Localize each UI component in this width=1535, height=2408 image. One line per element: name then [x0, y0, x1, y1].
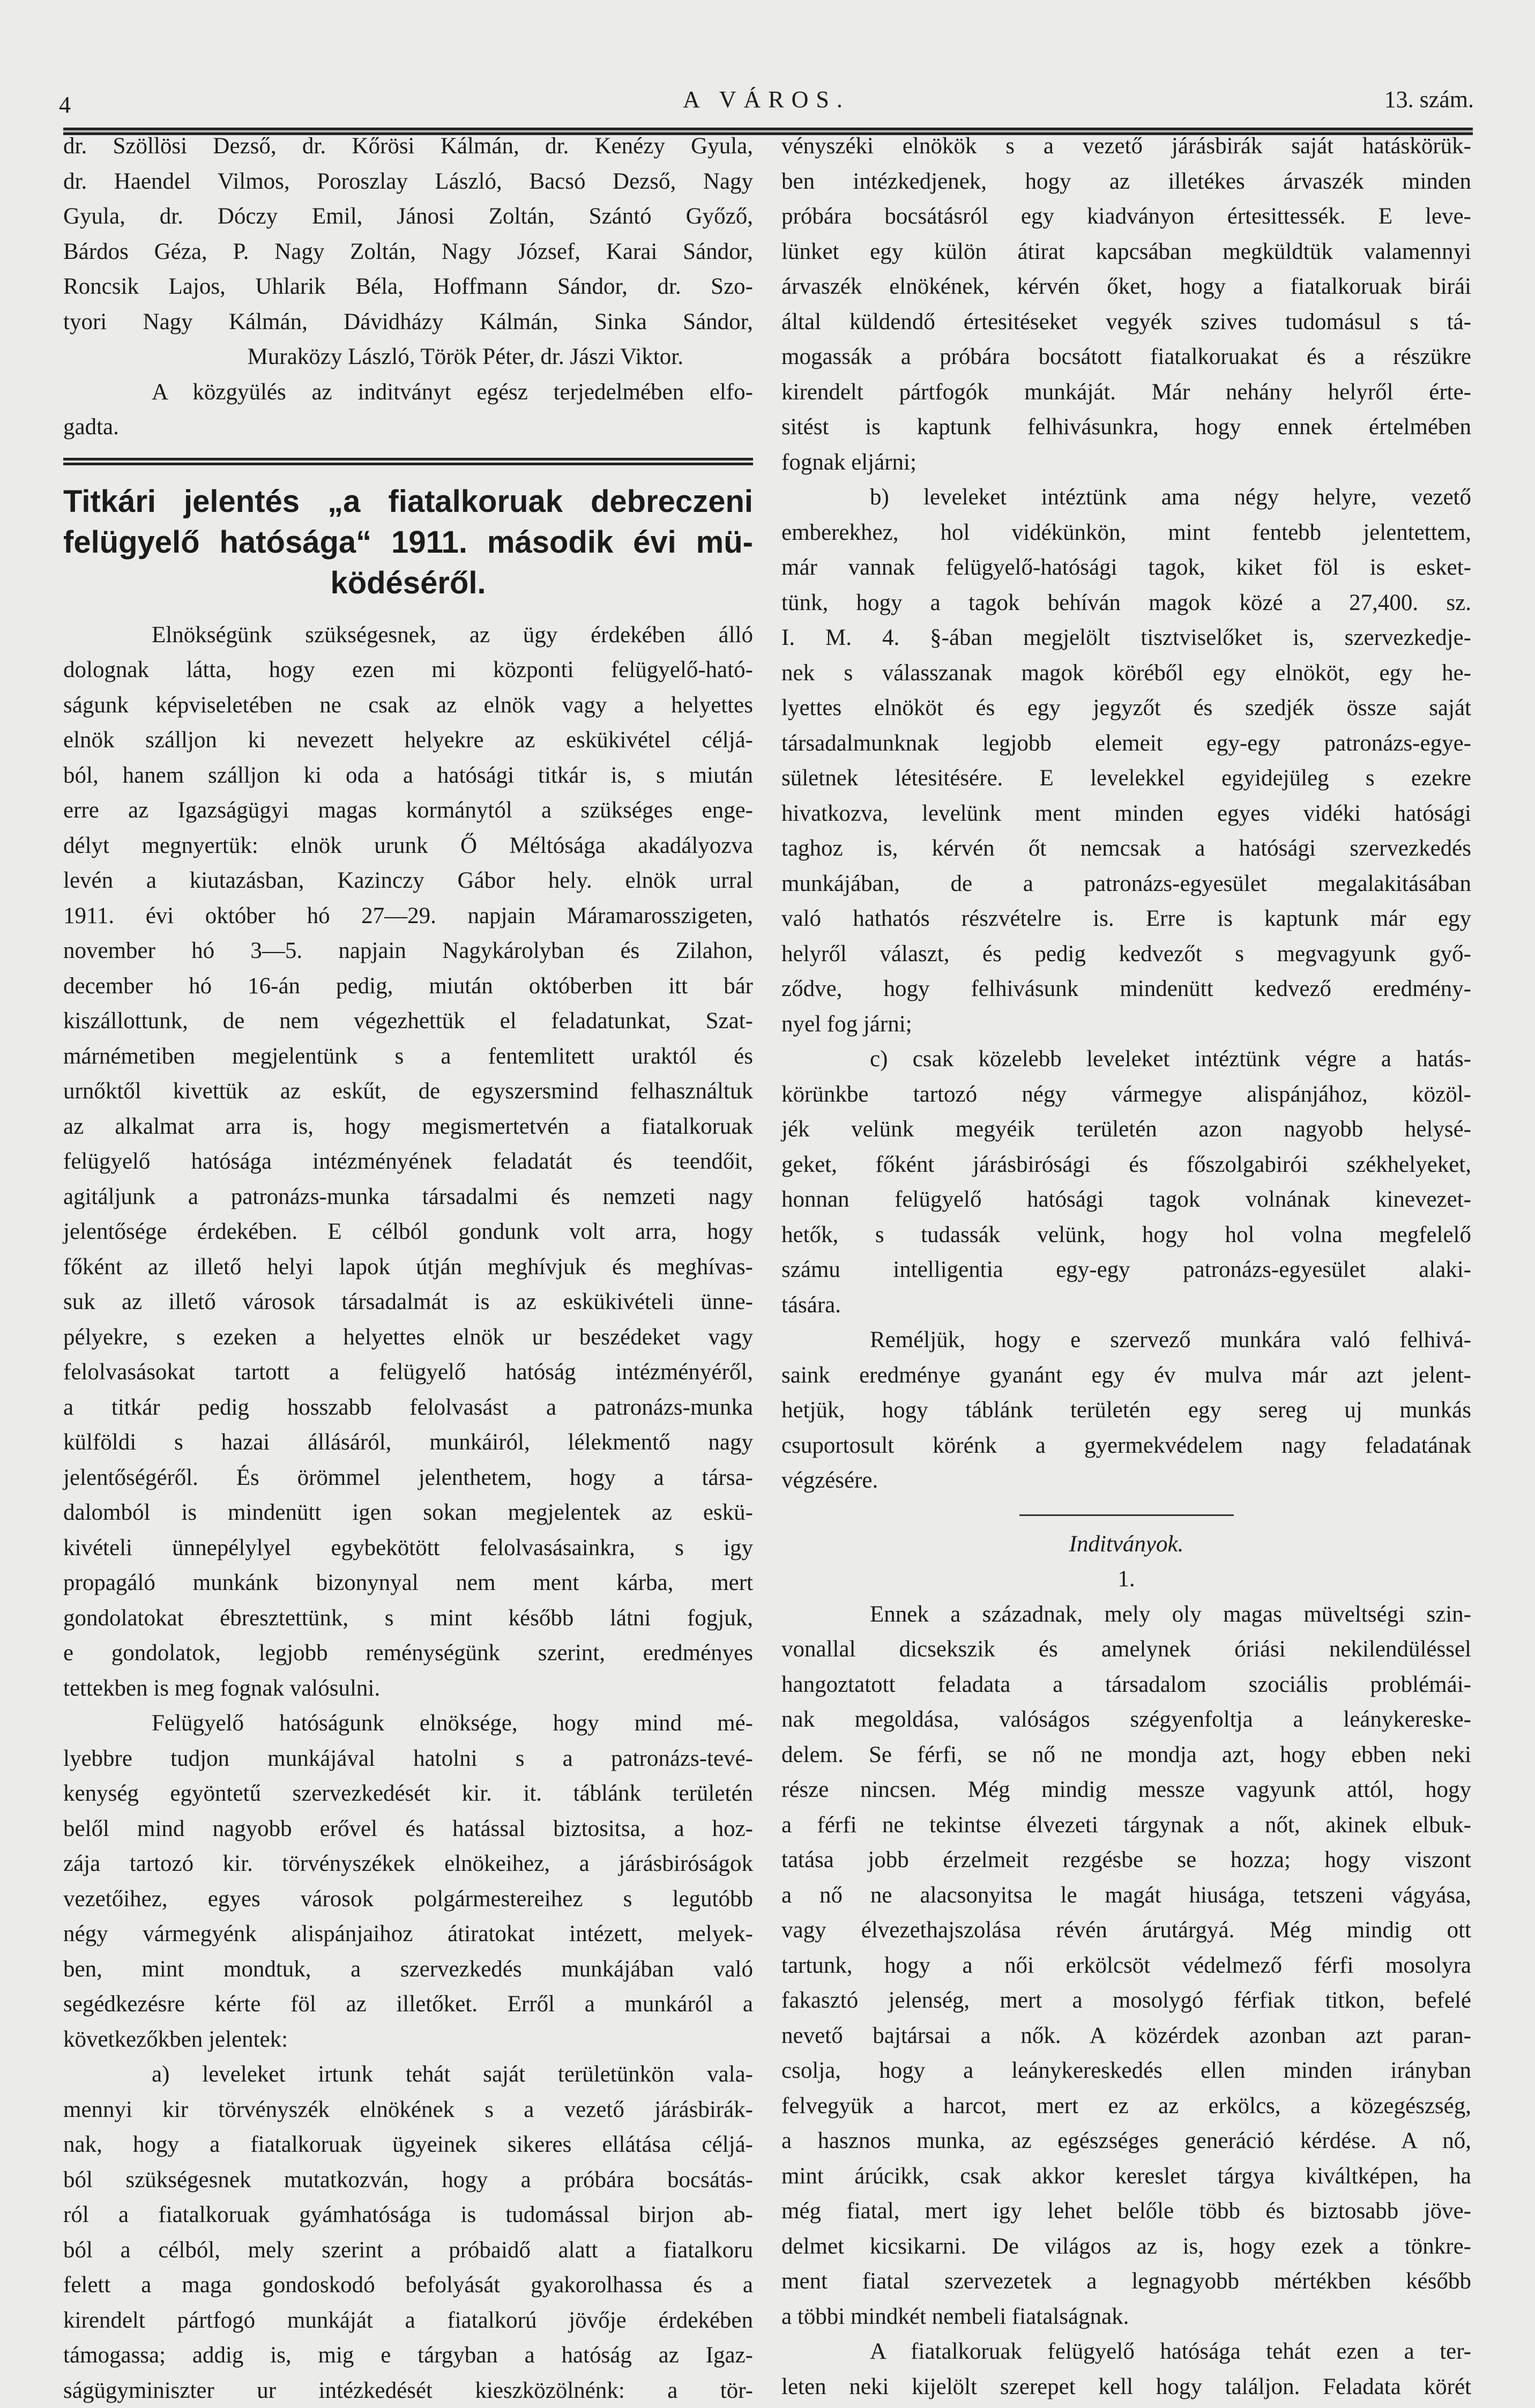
text-line: jelentősége érdekében. E célból gondunk volt arra, hogy	[63, 1214, 753, 1250]
text-line: ságügyminiszter ur intézkedését kieszközölnénk: a tör-	[63, 2373, 753, 2408]
text-line: Gyula, dr. Dóczy Emil, Jánosi Zoltán, Szántó Győző,	[63, 199, 753, 234]
text-line: Roncsik Lajos, Uhlarik Béla, Hoffmann Sándor, dr. Szo-	[63, 269, 753, 304]
paragraph	[63, 2057, 753, 2408]
text-line: vényszéki elnökök s a vezető járásbirák saját hatáskörük-	[781, 129, 1471, 164]
text-line: hetők, s tudassák velünk, hogy hol volna megfelelő	[781, 1217, 1471, 1253]
text-line: mennyi kir törvényszék elnökének s a vezető járásbirák-	[63, 2092, 753, 2128]
text-line: A fiatalkoruak felügyelő hatósága tehát ezen a ter-	[781, 2334, 1471, 2369]
text-line: lyettes elnököt és egy jegyzőt és szedjék össze saját	[781, 690, 1471, 726]
text-line: fakasztó jelenség, mert a mosolygó férfiak titkon, befelé	[781, 1983, 1471, 2018]
text-line: Felügyelő hatóságunk elnöksége, hogy mind mé-	[63, 1706, 753, 1741]
text-line: dr. Haendel Vilmos, Poroszlay László, Bacsó Dezső, Nagy	[63, 164, 753, 199]
text-line: körünkbe tartozó négy vármegye alispánjához, közöl-	[781, 1077, 1471, 1112]
text-line: ból szükségesnek mutatkozván, hogy a próbára bocsátás-	[63, 2162, 753, 2198]
text-line: jelentőségéről. És örömmel jelenthetem, hogy a társa-	[63, 1460, 753, 1496]
text-line: vonallal dicsekszik és amelynek óriási nekilendüléssel	[781, 1632, 1471, 1667]
text-line: már vannak felügyelő-hatósági tagok, kiket föl is esket-	[781, 550, 1471, 585]
text-line: lünket egy külön átirat kapcsában megküldtük valamennyi	[781, 234, 1471, 270]
text-line: helyről választ, és pedig kedvezőt s megvagyunk győ-	[781, 937, 1471, 972]
text-line: fognak eljárni;	[781, 445, 1471, 480]
text-line: Ennek a századnak, mely oly magas müveltségi szin-	[781, 1597, 1471, 1632]
text-line: ződve, hogy felhivásunk mindenütt kedvező eredmény-	[781, 971, 1471, 1007]
text-line: nak megoldása, valóságos szégyenfoltja a leánykereske-	[781, 1702, 1471, 1737]
paragraph	[781, 1597, 1471, 2335]
text-line: december hó 16-án pedig, miután októberben itt bár	[63, 969, 753, 1004]
text-line: az alkalmat arra is, hogy megismertetvén a fiatalkoruak	[63, 1109, 753, 1144]
text-line: felvegyük a harcot, mert ez az erkölcs, a közegészség,	[781, 2089, 1471, 2124]
text-line: számu intelligentia egy-egy patronázs-egyesület alaki-	[781, 1252, 1471, 1288]
text-line: 1911. évi október hó 27—29. napjain Máramarosszigeten,	[63, 898, 753, 934]
text-line: segédkezésre kérte föl az illetőket. Erről a munkáról a	[63, 1987, 753, 2022]
text-line: nek s válasszanak magok köréből egy elnököt, egy he-	[781, 656, 1471, 691]
text-line: főként az illető helyi lapok útján meghívjuk és meghívas-	[63, 1250, 753, 1285]
text-line: csolja, hogy a leánykereskedés ellen minden irányban	[781, 2053, 1471, 2089]
text-line: tyori Nagy Kálmán, Dávidházy Kálmán, Sinka Sándor,	[63, 304, 753, 340]
text-line: ból a célból, mely szerint a próbaidő alatt a fiatalkoru	[63, 2233, 753, 2268]
text-line: lyebbre tudjon munkájával hatolni s a patronázs-tevé-	[63, 1741, 753, 1777]
text-line: b) leveleket intéztünk ama négy helyre, vezető	[781, 480, 1471, 515]
text-line: emberekhez, hol vidékünkön, mint fentebb jelentettem,	[781, 515, 1471, 551]
text-line: ságunk képviseletében ne csak az elnök vagy a helyettes	[63, 688, 753, 723]
paragraph	[63, 618, 753, 1706]
text-line: nyel fog járni;	[781, 1007, 1471, 1042]
text-line: honnan felügyelő hatósági tagok volnának kinevezet-	[781, 1182, 1471, 1217]
text-line: I. M. 4. §-ában megjelölt tisztviselőket is, szervezkedje-	[781, 620, 1471, 656]
text-line: a többi mindkét nembeli fiatalságnak.	[781, 2299, 1471, 2335]
text-line: támogassa; addig is, mig e tárgyban a hatóság az Igaz-	[63, 2338, 753, 2373]
text-line: urnőktől kivettük az eskűt, de egyszersmind felhasználtuk	[63, 1074, 753, 1109]
text-line: Muraközy László, Török Péter, dr. Jászi Viktor.	[63, 339, 753, 375]
text-line: tására.	[781, 1288, 1471, 1323]
text-line: végzésére.	[781, 1463, 1471, 1498]
paragraph	[781, 129, 1471, 480]
text-line: része nincsen. Még mindig messze vagyunk attól, hogy	[781, 1772, 1471, 1808]
text-line: tettekben is meg fognak valósulni.	[63, 1671, 753, 1706]
paragraph	[781, 480, 1471, 1042]
text-line: külföldi s hazai állásáról, munkáiról, lélekmentő nagy	[63, 1425, 753, 1460]
text-line: e gondolatok, legjobb reménységünk szerint, eredményes	[63, 1636, 753, 1671]
text-line: Inditványok.	[781, 1527, 1471, 1562]
text-line: kirendelt pártfogók munkáját. Már nehány helyről érte-	[781, 375, 1471, 410]
text-line: november hó 3—5. napjain Nagykárolyban és Zilahon,	[63, 933, 753, 969]
text-line: delem. Se férfi, se nő ne mondja azt, hogy ebben neki	[781, 1737, 1471, 1773]
section-divider	[63, 458, 753, 465]
heading-line: felügyelő hatósága“ 1911. második évi mü-	[63, 522, 753, 563]
text-line: mint árúcikk, csak akkor kereslet tárgya kiváltképen, ha	[781, 2159, 1471, 2194]
text-line: márnémetiben megjelentünk s a fentemlitett uraktól és	[63, 1039, 753, 1074]
text-line: a titkár pedig hosszabb felolvasást a patronázs-munka	[63, 1390, 753, 1425]
text-line: nak, hogy a fiatalkoruak ügyeinek sikeres ellátása céljá-	[63, 2127, 753, 2162]
text-line: levén a kiutazásban, Kazinczy Gábor hely. elnök urral	[63, 863, 753, 898]
text-line: sitést is kaptunk felhivásunkra, hogy ennek értelmében	[781, 410, 1471, 445]
text-line: dolognak látta, hogy ezen mi központi felügyelő-ható-	[63, 652, 753, 688]
paragraph	[781, 2334, 1471, 2404]
text-line: hangoztatott feladata a társadalom szociális problémái-	[781, 1667, 1471, 1703]
paragraph	[63, 375, 753, 445]
short-divider	[1019, 1514, 1234, 1516]
text-line: geket, főként járásbirósági és főszolgabirói székhelyeket,	[781, 1147, 1471, 1183]
text-line: nevető bajtársai a nők. A közérdek azonban azt paran-	[781, 2018, 1471, 2054]
text-line: propagáló munkánk bizonynyal nem ment kárba, mert	[63, 1565, 753, 1601]
text-line: Bárdos Géza, P. Nagy Zoltán, Nagy József, Karai Sándor,	[63, 234, 753, 270]
text-line: agitáljunk a patronázs-munka társadalmi és nemzeti nagy	[63, 1179, 753, 1215]
text-line: taghoz is, kérvén őt nemcsak a hatósági szervezkedés	[781, 831, 1471, 866]
paragraph	[781, 1042, 1471, 1322]
text-line: dr. Szöllösi Dezső, dr. Kőrösi Kálmán, dr. Kenézy Gyula,	[63, 129, 753, 164]
text-line: ben intézkedjenek, hogy az illetékes árvaszék minden	[781, 164, 1471, 199]
paragraph	[63, 129, 753, 375]
text-line: társadalmunknak legjobb elemeit egy-egy patronázs-egye-	[781, 726, 1471, 761]
text-line: próbára bocsátásról egy kiadványon értesittessék. E leve-	[781, 199, 1471, 234]
text-line: ben, mint mondtuk, a szervezkedés munkájában való	[63, 1952, 753, 1987]
text-line: Elnökségünk szükségesnek, az ügy érdekében álló	[63, 618, 753, 653]
text-line: saink eredménye gyanánt egy év mulva már azt jelent-	[781, 1358, 1471, 1393]
text-line: felügyelő hatósága intézményének feladatát és teendőit,	[63, 1144, 753, 1179]
text-line: kivételi ünnepélylyel egybekötött felolvasásainkra, s igy	[63, 1530, 753, 1566]
text-line: elnök szálljon ki nevezett helyekre az eskükivétel céljá-	[63, 723, 753, 758]
text-line: tartunk, hogy a női erkölcsöt védelmező férfi mosolyra	[781, 1948, 1471, 1983]
text-line: kirendelt pártfogó munkáját a fiatalkorú jövője érdekében	[63, 2303, 753, 2338]
text-line: felett a maga gondoskodó befolyását gyakorolhassa és a	[63, 2268, 753, 2303]
text-line: felolvasásokat tartott a felügyelő hatóság intézményéről,	[63, 1355, 753, 1390]
text-line: a férfi ne tekintse élvezeti tárgynak a nőt, akinek elbuk-	[781, 1808, 1471, 1843]
text-line: kiszállottunk, de nem végezhettük el feladatunkat, Szat-	[63, 1004, 753, 1039]
text-line: jék velünk megyéik területén azon nagyobb helysé-	[781, 1112, 1471, 1147]
text-line: pélyekre, s ezeken a helyettes elnök ur beszédeket vagy	[63, 1320, 753, 1355]
text-line: csuportosult körénk a gyermekvédelem nagy feladatának	[781, 1428, 1471, 1463]
text-line: hetjük, hogy táblánk területén egy sereg uj munkás	[781, 1393, 1471, 1428]
right-column	[781, 129, 1471, 2404]
text-line: által küldendő értesitéseket vegyék szives tudomásul s tá-	[781, 304, 1471, 340]
text-line: következőkben jelentek:	[63, 2022, 753, 2057]
text-line: gadta.	[63, 410, 753, 445]
text-line: vezetőihez, egyes városok polgármestereihez s legutóbb	[63, 1882, 753, 1917]
text-line: mogassák a próbára bocsátott fiatalkoruakat és a részükre	[781, 339, 1471, 375]
article-heading	[63, 481, 753, 604]
text-line: hivatkozva, levelünk ment minden egyes vidéki hatósági	[781, 796, 1471, 831]
text-line: 1.	[781, 1562, 1471, 1597]
text-line: a hasznos munka, az egészséges generáció kérdése. A nő,	[781, 2123, 1471, 2159]
text-line: delmet kicsikarni. De világos az is, hogy ezek a tönkre-	[781, 2229, 1471, 2264]
item-number	[781, 1562, 1471, 1597]
publication-title: A VÁROS.	[59, 86, 1474, 113]
text-line: zája tartozó kir. törvényszékek elnökeihez, a járásbiróságok	[63, 1846, 753, 1882]
text-line: árvaszék elnökének, kérvén őket, hogy a fiatalkoruak birái	[781, 269, 1471, 304]
text-line: erre az Igazságügyi magas kormánytól a szükséges enge-	[63, 793, 753, 828]
left-column	[63, 129, 753, 2408]
text-line: gondolatokat ébresztettünk, s mint később látni fogjuk,	[63, 1601, 753, 1636]
text-line: ból, hanem szálljon ki oda a hatósági titkár is, s miután	[63, 758, 753, 793]
text-line: c) csak közelebb leveleket intéztünk végre a hatás-	[781, 1042, 1471, 1077]
text-line: suk az illető városok társadalmát is az eskükivételi ünne-	[63, 1284, 753, 1320]
text-line: sületnek létesitésére. E levelekkel egyidejüleg s ezekre	[781, 761, 1471, 796]
text-line: belől mind nagyobb erővel és hatással biztositsa, a hoz-	[63, 1811, 753, 1847]
text-line: ról a fiatalkoruak gyámhatósága is tudomással birjon ab-	[63, 2197, 753, 2233]
page-number: 4	[59, 91, 71, 118]
text-line: leten neki kijelölt szerepet kell hogy találjon. Feladata körét	[781, 2369, 1471, 2405]
text-line: délyt megnyertük: elnök urunk Ő Méltósága akadályozva	[63, 828, 753, 864]
text-line: Reméljük, hogy e szervező munkára való felhivá-	[781, 1322, 1471, 1358]
paragraph	[781, 1322, 1471, 1498]
section-subtitle	[781, 1527, 1471, 1562]
heading-line: ködéséről.	[63, 563, 753, 604]
text-line: tatása jobb érzelmeit rezgésbe se hozza; hogy viszont	[781, 1842, 1471, 1878]
issue-number: 13. szám.	[1384, 86, 1474, 113]
text-line: még fiatal, mert igy lehet belőle több és biztosabb jöve-	[781, 2194, 1471, 2229]
text-line: kenység egyöntetű szervezkedését kir. it. táblánk területén	[63, 1776, 753, 1811]
text-line: a) leveleket irtunk tehát saját területünkön vala-	[63, 2057, 753, 2092]
text-line: A közgyülés az inditványt egész terjedelmében elfo-	[63, 375, 753, 410]
text-line: vagy élvezethajszolása révén árutárgyá. Még mindig ott	[781, 1913, 1471, 1948]
text-line: tünk, hogy a tagok behíván magok közé a 27,400. sz.	[781, 585, 1471, 621]
text-line: dalomból is mindenütt igen sokan megjelentek az eskü-	[63, 1495, 753, 1530]
text-line: való hathatós részvételre is. Erre is kaptunk már egy	[781, 901, 1471, 937]
heading-line: Titkári jelentés „a fiatalkoruak debreczeni	[63, 481, 753, 522]
page-header	[59, 80, 1474, 123]
text-line: ment fiatal szervezetek a legnagyobb mértékben később	[781, 2264, 1471, 2299]
text-line: négy vármegyénk alispánjaihoz átiratokat intézett, melyek-	[63, 1916, 753, 1952]
paragraph	[63, 1706, 753, 2057]
text-line: a nő ne alacsonyitsa le magát hiusága, tetszeni vágyása,	[781, 1878, 1471, 1913]
text-line: munkájában, de a patronázs-egyesület megalakitásában	[781, 866, 1471, 902]
